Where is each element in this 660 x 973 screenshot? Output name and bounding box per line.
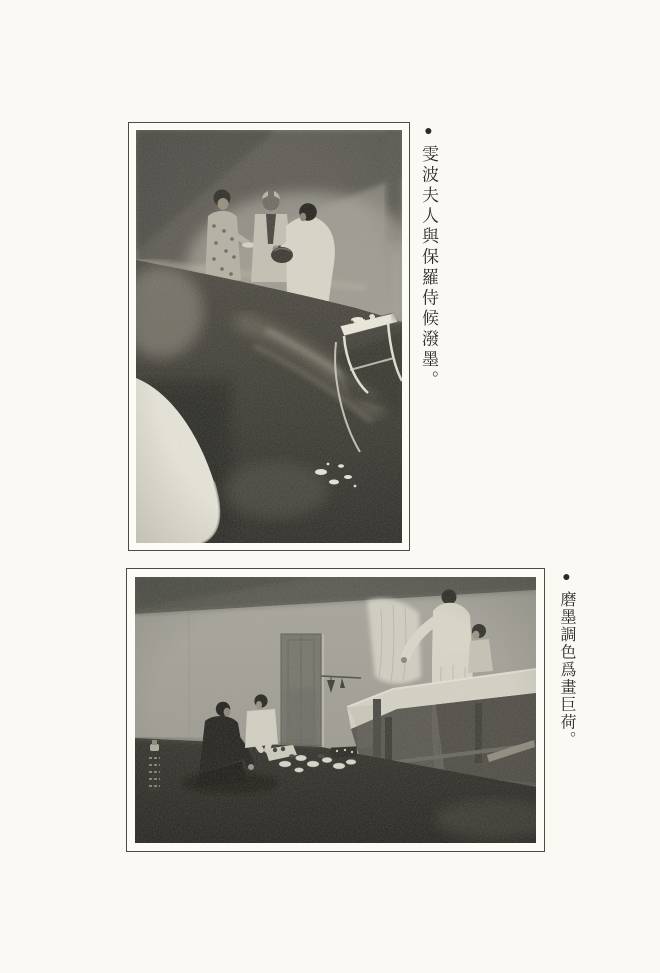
splash-ink-scene bbox=[136, 130, 402, 543]
caption-ink-grinding bbox=[553, 570, 579, 860]
caption-text: 雯波夫人與保羅侍候潑墨。 bbox=[419, 145, 438, 391]
caption-bullet-icon: ● bbox=[559, 570, 574, 585]
caption-bullet-icon: ● bbox=[421, 124, 436, 139]
ink-grinding-scene bbox=[135, 577, 536, 843]
caption-text: 磨墨調色爲畫巨荷。 bbox=[558, 591, 575, 749]
film-grain bbox=[135, 577, 536, 843]
figure-plate-bottom bbox=[126, 568, 545, 852]
photo-ink-grinding bbox=[135, 577, 536, 843]
caption-splash-ink bbox=[415, 124, 441, 574]
photo-splash-ink-session bbox=[136, 130, 402, 543]
film-grain bbox=[136, 130, 402, 543]
figure-plate-top bbox=[128, 122, 410, 551]
